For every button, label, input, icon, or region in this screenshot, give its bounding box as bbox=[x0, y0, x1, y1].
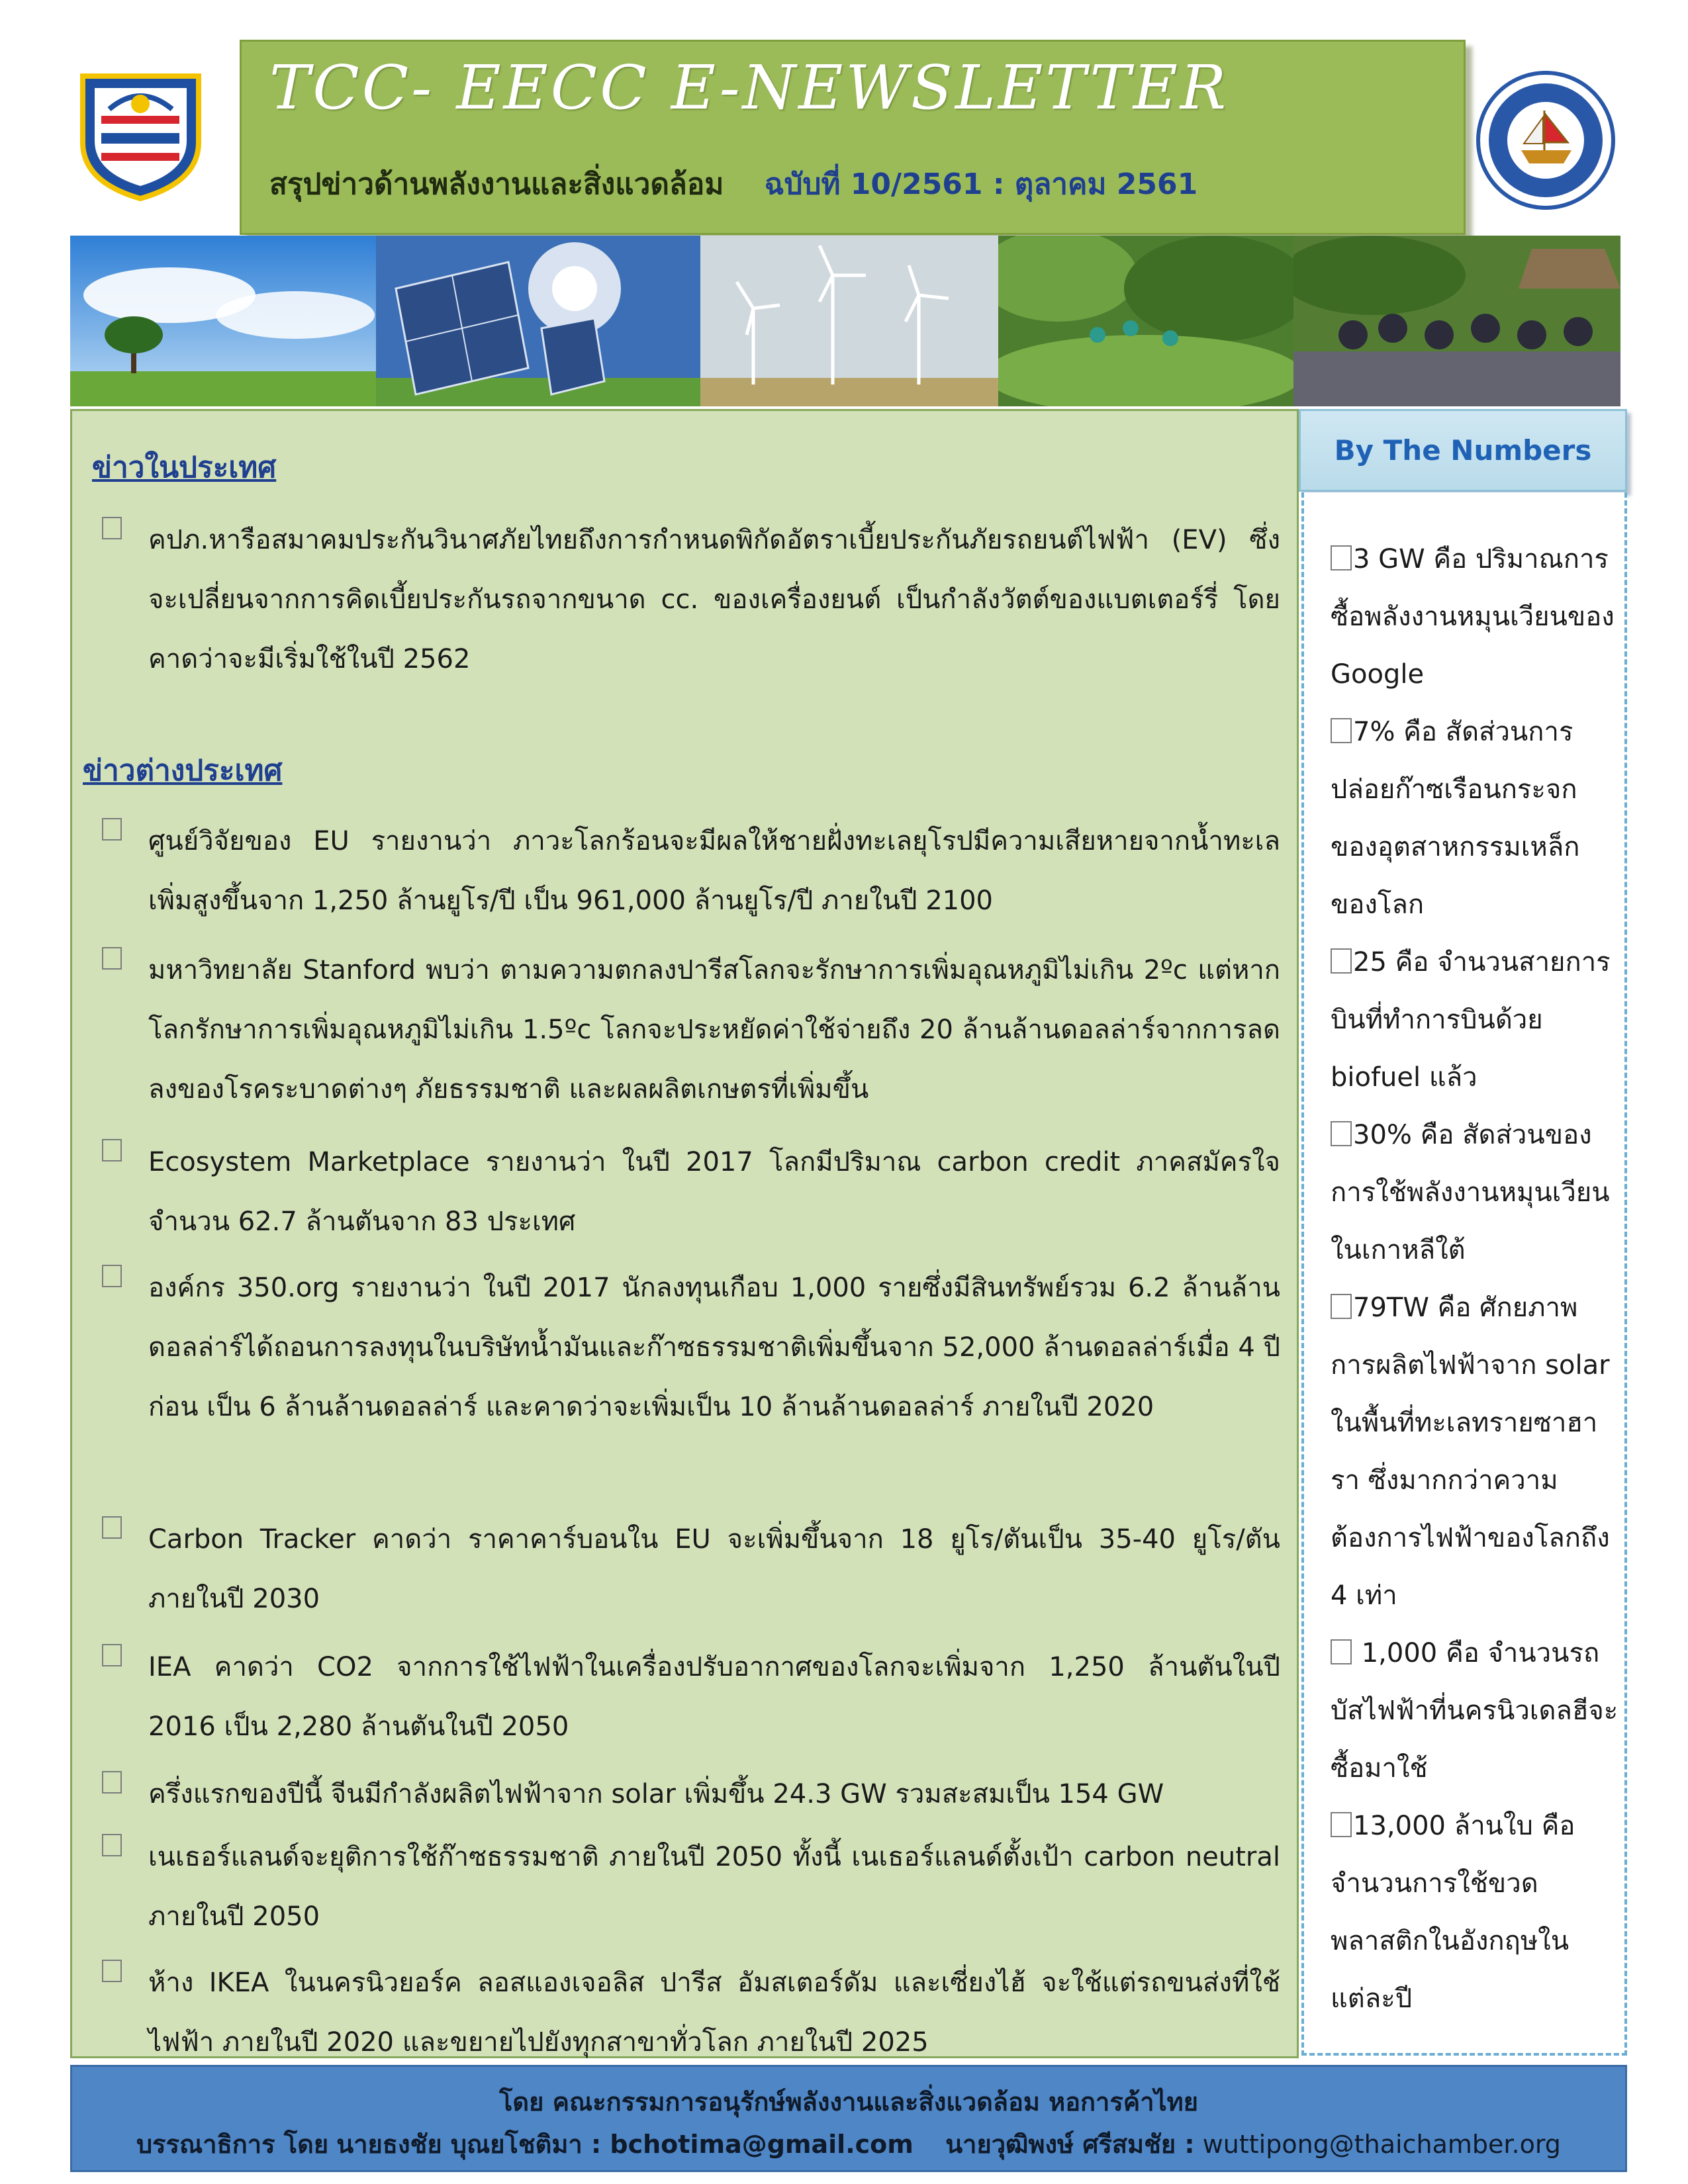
board-of-trade-logo bbox=[1475, 69, 1617, 212]
checkbox-bullet-icon bbox=[102, 1644, 122, 1666]
newsletter-subtitle bbox=[269, 161, 1197, 207]
checkbox-bullet-icon bbox=[102, 1960, 122, 1982]
stats-list bbox=[1331, 531, 1622, 2028]
checkbox-bullet-icon bbox=[102, 517, 122, 539]
solar-panel-photo bbox=[376, 236, 700, 406]
issue-number: ฉบับที่ 10/2561 : ตุลาคม 2561 bbox=[764, 167, 1198, 201]
news-text: มหาวิทยาลัย Stanford พบว่า ตามความตกลงปารีสโลกจะรักษาการเพิ่มอุณหภูมิไม่เกิน 2ºc แต่หากโลกรักษาการเพิ่มอุณหภูมิไม่เกิน 1.5ºc โลกจะประหยัดค่าใช้จ่ายถึง 20 ล้านล้านดอลล่าร์จากการลดลงของโรคระบาดต่างๆ ภัยธรรมชาติ และผลผลิตเกษตรที่เพิ่มขึ้น bbox=[148, 955, 1280, 1105]
stat-item bbox=[1331, 704, 1622, 934]
stat-text: 25 คือ จำนวนสายการบินที่ทำการบินด้วย biofuel แล้ว bbox=[1331, 947, 1611, 1093]
checkbox-bullet-icon bbox=[102, 818, 122, 841]
news-item bbox=[148, 1258, 1280, 1437]
news-text: ศูนย์วิจัยของ EU รายงานว่า ภาวะโลกร้อนจะมีผลให้ชายฝั่งทะเลยุโรปมีความเสียหายจากน้ำทะเลเพิ่มสูงขึ้นจาก 1,250 ล้านยูโร/ปี เป็น 961,000 ล้านยูโร/ปี ภายในปี 2100 bbox=[148, 826, 1280, 916]
sky-tree-photo bbox=[70, 236, 376, 406]
checkbox-bullet-icon bbox=[102, 1139, 122, 1161]
checkbox-bullet-icon bbox=[1331, 1639, 1352, 1664]
stat-text: 3 GW คือ ปริมาณการซื้อพลังงานหมุนเวียนของ Google bbox=[1331, 544, 1615, 690]
stat-text: 79TW คือ ศักยภาพการผลิตไฟฟ้าจาก solar ในพื้นที่ทะเลทรายซาฮารา ซึ่งมากกว่าความต้องการไฟฟ้าของโลกถึง 4 เท่า bbox=[1331, 1293, 1610, 1611]
checkbox-bullet-icon bbox=[102, 947, 122, 970]
stat-item bbox=[1331, 1797, 1622, 2028]
wind-turbine-photo bbox=[700, 236, 998, 406]
stat-item bbox=[1331, 531, 1622, 704]
stat-item bbox=[1331, 1279, 1622, 1625]
checkbox-bullet-icon bbox=[1331, 948, 1352, 974]
checkbox-bullet-icon bbox=[1331, 1812, 1352, 1837]
news-text: คปภ.หารือสมาคมประกันวินาศภัยไทยถึงการกำหนดพิกัดอัตราเบี้ยประกันภัยรถยนต์ไฟฟ้า (EV) ซึ่งจะเปลี่ยนจากการคิดเบี้ยประกันรถจากขนาด cc. ของเครื่องยนต์ เป็นกำลังวัตต์ของแบตเตอร์รี่ โดยคาดว่าจะมีเริ่มใช้ในปี 2562 bbox=[148, 525, 1280, 674]
editor-1: นายธงชัย บุณยโชติมา : bchotima@gmail.com bbox=[336, 2130, 914, 2159]
checkbox-bullet-icon bbox=[102, 1516, 122, 1539]
news-text: เนเธอร์แลนด์จะยุติการใช้ก๊าซธรรมชาติ ภายในปี 2050 ทั้งนี้ เนเธอร์แลนด์ตั้งเป้า carbon neutral ภายในปี 2050 bbox=[148, 1842, 1280, 1932]
checkbox-bullet-icon bbox=[102, 1771, 122, 1794]
news-item bbox=[148, 1953, 1280, 2072]
by-the-numbers-heading bbox=[1299, 409, 1627, 492]
news-item bbox=[148, 811, 1280, 931]
forest-people-photo bbox=[998, 236, 1293, 406]
editor-label: บรรณาธิการ โดย bbox=[136, 2130, 329, 2159]
editor-2: นายวุฒิพงษ์ ศรีสมชัย : bbox=[945, 2130, 1195, 2159]
newsletter-footer bbox=[70, 2065, 1627, 2172]
news-item bbox=[148, 1764, 1280, 1824]
news-content bbox=[70, 409, 1299, 2058]
stat-text: 30% คือ สัดส่วนของการใช้พลังงานหมุนเวียนในเกาหลีใต้ bbox=[1331, 1120, 1610, 1265]
subtitle-text: สรุปข่าวด้านพลังงานและสิ่งแวดล้อม bbox=[269, 167, 724, 201]
checkbox-bullet-icon bbox=[102, 1265, 122, 1287]
photo-banner bbox=[70, 236, 1620, 406]
news-item bbox=[148, 510, 1280, 689]
foreign-news-heading: ข่าวต่างประเทศ bbox=[83, 754, 283, 788]
newsletter-header bbox=[240, 40, 1466, 235]
news-item bbox=[148, 1827, 1280, 1946]
checkbox-bullet-icon bbox=[1331, 1294, 1352, 1319]
checkbox-bullet-icon bbox=[1331, 545, 1352, 570]
news-text: IEA คาดว่า CO2 จากการใช้ไฟฟ้าในเครื่องปรับอากาศของโลกจะเพิ่มจาก 1,250 ล้านตันในปี 2016 เป็น 2,280 ล้านตันในปี 2050 bbox=[148, 1652, 1280, 1742]
news-text: Ecosystem Marketplace รายงานว่า ในปี 2017 โลกมีปริมาณ carbon credit ภาคสมัครใจจำนวน 62.7 ล้านตันจาก 83 ประเทศ bbox=[148, 1147, 1280, 1237]
news-text: องค์กร 350.org รายงานว่า ในปี 2017 นักลงทุนเกือบ 1,000 รายซึ่งมีสินทรัพย์รวม 6.2 ล้านล้านดอลล่าร์ได้ถอนการลงทุนในบริษัทน้ำมันและก๊าซธรรมชาติเพิ่มขึ้นจาก 52,000 ล้านดอลล่าร์เมื่อ 4 ปีก่อน เป็น 6 ล้านล้านดอลล่าร์ และคาดว่าจะเพิ่มเป็น 10 ล้านล้านดอลล่าร์ ภายในปี 2020 bbox=[148, 1273, 1280, 1422]
stat-item bbox=[1331, 1107, 1622, 1279]
stat-text: 7% คือ สัดส่วนการปล่อยก๊าซเรือนกระจกของอุตสาหกรรมเหล็กของโลก bbox=[1331, 717, 1580, 920]
checkbox-bullet-icon bbox=[1331, 718, 1352, 743]
newsletter-title: TCC- EECC E-NEWSLETTER bbox=[269, 52, 1229, 123]
sidebar-title: By The Numbers bbox=[1334, 434, 1592, 467]
stat-text: 13,000 ล้านใบ คือ จำนวนการใช้ขวดพลาสติกในอังกฤษในแต่ละปี bbox=[1331, 1811, 1575, 2014]
farm-group-photo bbox=[1293, 236, 1620, 406]
news-text: ห้าง IKEA ในนครนิวยอร์ค ลอสแองเจอลิส ปารีส อัมสเตอร์ดัม และเซี่ยงไฮ้ จะใช้แต่รถขนส่งที่ใช้ไฟฟ้า ภายในปี 2020 และขยายไปยังทุกสาขาทั่วโลก ภายในปี 2025 bbox=[148, 1968, 1280, 2058]
news-item bbox=[148, 1637, 1280, 1756]
checkbox-bullet-icon bbox=[1331, 1121, 1352, 1146]
by-the-numbers-panel bbox=[1301, 492, 1627, 2056]
news-item bbox=[148, 1510, 1280, 1629]
footer-publisher: โดย คณะกรรมการอนุรักษ์พลังงานและสิ่งแวดล้อม หอการค้าไทย bbox=[499, 2087, 1198, 2116]
editor-2-email-link[interactable]: wuttipong@thaichamber.org bbox=[1202, 2130, 1561, 2159]
stat-item bbox=[1331, 1625, 1622, 1797]
thai-chamber-logo bbox=[70, 69, 212, 202]
footer-editors bbox=[72, 2124, 1625, 2164]
stat-text: 1,000 คือ จำนวนรถบัสไฟฟ้าที่นครนิวเดลฮีจะซื้อมาใช้ bbox=[1331, 1638, 1618, 1784]
stat-item bbox=[1331, 934, 1622, 1107]
checkbox-bullet-icon bbox=[102, 1834, 122, 1856]
news-item bbox=[148, 1132, 1280, 1251]
news-text: ครึ่งแรกของปีนี้ จีนมีกำลังผลิตไฟฟ้าจาก solar เพิ่มขึ้น 24.3 GW รวมสะสมเป็น 154 GW bbox=[148, 1779, 1164, 1809]
news-text: Carbon Tracker คาดว่า ราคาคาร์บอนใน EU จะเพิ่มขึ้นจาก 18 ยูโร/ตันเป็น 35-40 ยูโร/ตัน ภายในปี 2030 bbox=[148, 1524, 1280, 1614]
domestic-news-heading: ข่าวในประเทศ bbox=[92, 451, 277, 484]
news-item bbox=[148, 940, 1280, 1119]
